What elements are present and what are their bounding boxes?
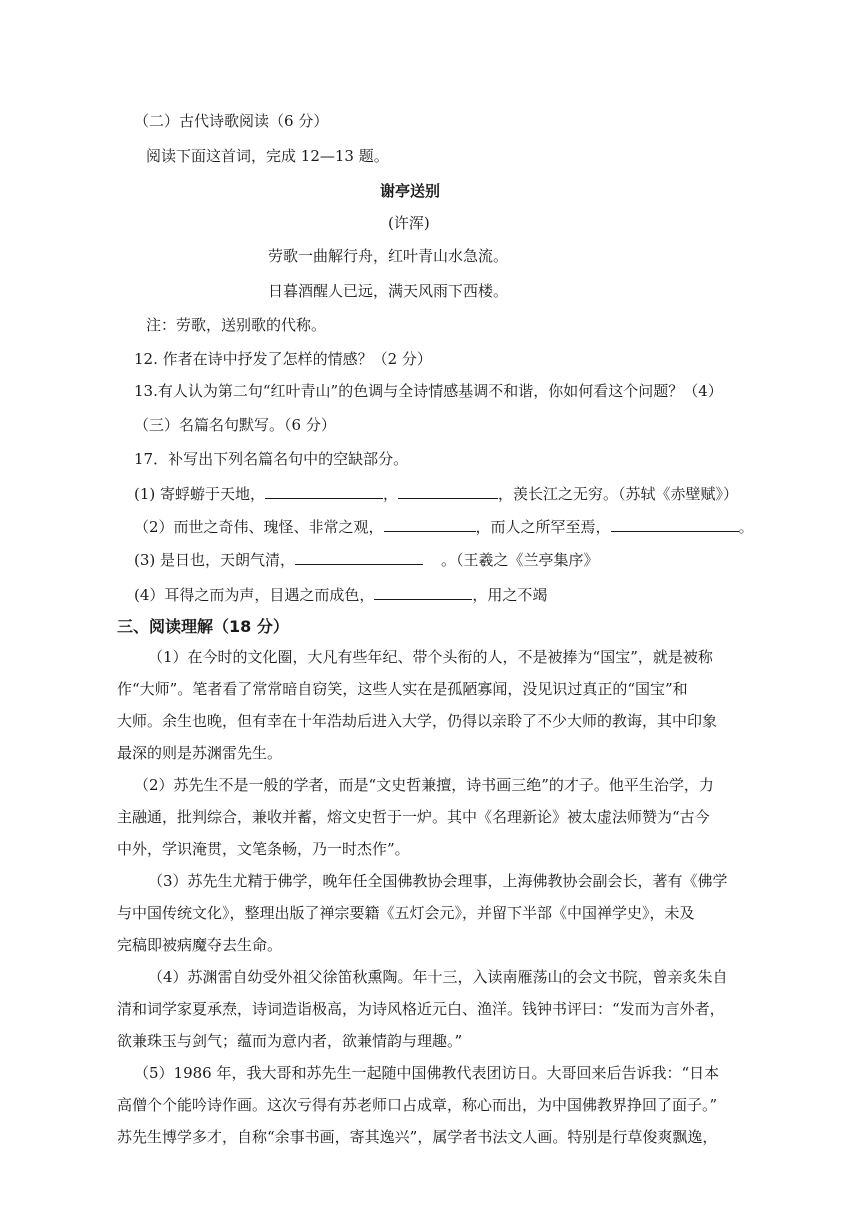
fill-item-3-text-b: 。（王羲之《兰亭集序》 (441, 551, 599, 569)
fill-item-1-text-b: ，羡长江之无穷。（苏轼《赤壁赋》） (498, 485, 739, 503)
paragraph-1-line-2: 作“大师”。笔者看了常常暗自窃笑，这些人实在是孤陋寡闻，没见识过真正的“国宝”和 (117, 680, 688, 698)
answer-blank[interactable] (374, 585, 472, 600)
answer-blank[interactable] (384, 517, 476, 532)
section-poetry-heading: （二）古代诗歌阅读（6 分） (134, 112, 329, 130)
fill-item-1-sep: ， (383, 485, 399, 503)
question-17: 17．补写出下列名篇名句中的空缺部分。 (134, 450, 409, 468)
fill-item-3 (134, 550, 599, 570)
paragraph-3-line-2: 与中国传统文化》，整理出版了禅宗要籍《五灯会元》，并留下半部《中国禅学史》，未及 (117, 904, 695, 922)
answer-blank[interactable] (611, 517, 739, 532)
paragraph-3-line-1: （3）苏先生尤精于佛学，晚年任全国佛教协会理事，上海佛教协会副会长，著有《佛学 (148, 872, 728, 890)
paragraph-1-line-1: （1）在今时的文化圈，大凡有些年纪、带个头衔的人，不是被捧为“国宝”，就是被称 (148, 648, 713, 666)
paragraph-1-line-4: 最深的则是苏渊雷先生。 (117, 744, 283, 762)
poem-note: 注：劳歌，送别歌的代称。 (146, 316, 327, 334)
question-13: 13.有人认为第二句“红叶青山”的色调与全诗情感基调不和谐，你如何看这个问题？（4） (134, 382, 723, 400)
paragraph-5-line-1: （5）1986 年，我大哥和苏先生一起随中国佛教代表团访日。大哥回来后告诉我：“日本 (134, 1064, 720, 1082)
answer-blank[interactable] (398, 484, 498, 499)
paragraph-5-line-2: 高僧个个能吟诗作画。这次亏得有苏老师口占成章，称心而出，为中国佛教界挣回了面子。” (117, 1096, 718, 1114)
poem-line-1: 劳歌一曲解行舟，红叶青山水急流。 (268, 247, 509, 265)
paragraph-2-line-3: 中外，学识淹贯，文笔条畅，乃一时杰作”。 (117, 840, 410, 858)
fill-item-4-text-a: (4）耳得之而为声，目遇之而成色， (134, 586, 375, 604)
poem-author: (许浑) (388, 214, 430, 232)
answer-blank[interactable] (265, 484, 383, 499)
section-recitation-heading: （三）名篇名句默写。（6 分） (134, 416, 336, 434)
fill-item-1 (134, 484, 738, 504)
fill-item-4 (134, 585, 547, 605)
paragraph-5-line-3: 苏先生博学多才，自称“余事书画，寄其逸兴”，属学者书法文人画。特别是行草俊爽飘逸， (117, 1128, 718, 1146)
paragraph-3-line-3: 完稿即被病魔夺去生命。 (117, 936, 283, 954)
reading-comprehension-heading: 三、阅读理解（18 分） (117, 617, 289, 636)
paragraph-1-line-3: 大师。余生也晚，但有幸在十年浩劫后进入大学，仍得以亲聆了不少大师的教诲，其中印象 (117, 712, 718, 730)
fill-item-3-text-a: (3) 是日也，天朗气清， (134, 551, 296, 569)
fill-item-2-text-a: （2）而世之奇伟、瑰怪、非常之观， (134, 518, 384, 536)
question-12: 12. 作者在诗中抒发了怎样的情感？（2 分） (134, 350, 432, 368)
poem-title: 谢亭送别 (380, 182, 441, 200)
fill-item-2-end: 。 (738, 518, 754, 536)
paragraph-4-line-1: （4）苏渊雷自幼受外祖父徐笛秋熏陶。年十三，入读南雁荡山的会文书院，曾亲炙朱自 (148, 968, 728, 986)
paragraph-2-line-1: （2）苏先生不是一般的学者，而是“文史哲兼擅，诗书画三绝”的才子。他平生治学，力 (134, 776, 714, 794)
paragraph-2-line-2: 主融通，批判综合，兼收并蓄，熔文史哲于一炉。其中《名理新论》被太虚法师赞为“古今 (117, 808, 710, 826)
paragraph-4-line-3: 欲兼珠玉与剑气；蕴而为意内者，欲兼情韵与理趣。” (117, 1032, 463, 1050)
fill-item-2-text-b: ，而人之所罕至焉， (475, 518, 611, 536)
fill-item-4-text-b: ，用之不竭 (472, 586, 548, 604)
answer-blank[interactable] (295, 550, 423, 565)
poetry-instruction: 阅读下面这首词，完成 12—13 题。 (146, 147, 389, 165)
fill-item-2 (134, 517, 754, 537)
fill-item-1-text-a: (1) 寄蜉蝣于天地， (134, 485, 266, 503)
poem-line-2: 日暮酒醒人已远，满天风雨下西楼。 (268, 282, 509, 300)
paragraph-4-line-2: 清和词学家夏承焘，诗词造诣极高，为诗风格近元白、渔洋。钱钟书评曰：“发而为言外者， (117, 1000, 725, 1018)
